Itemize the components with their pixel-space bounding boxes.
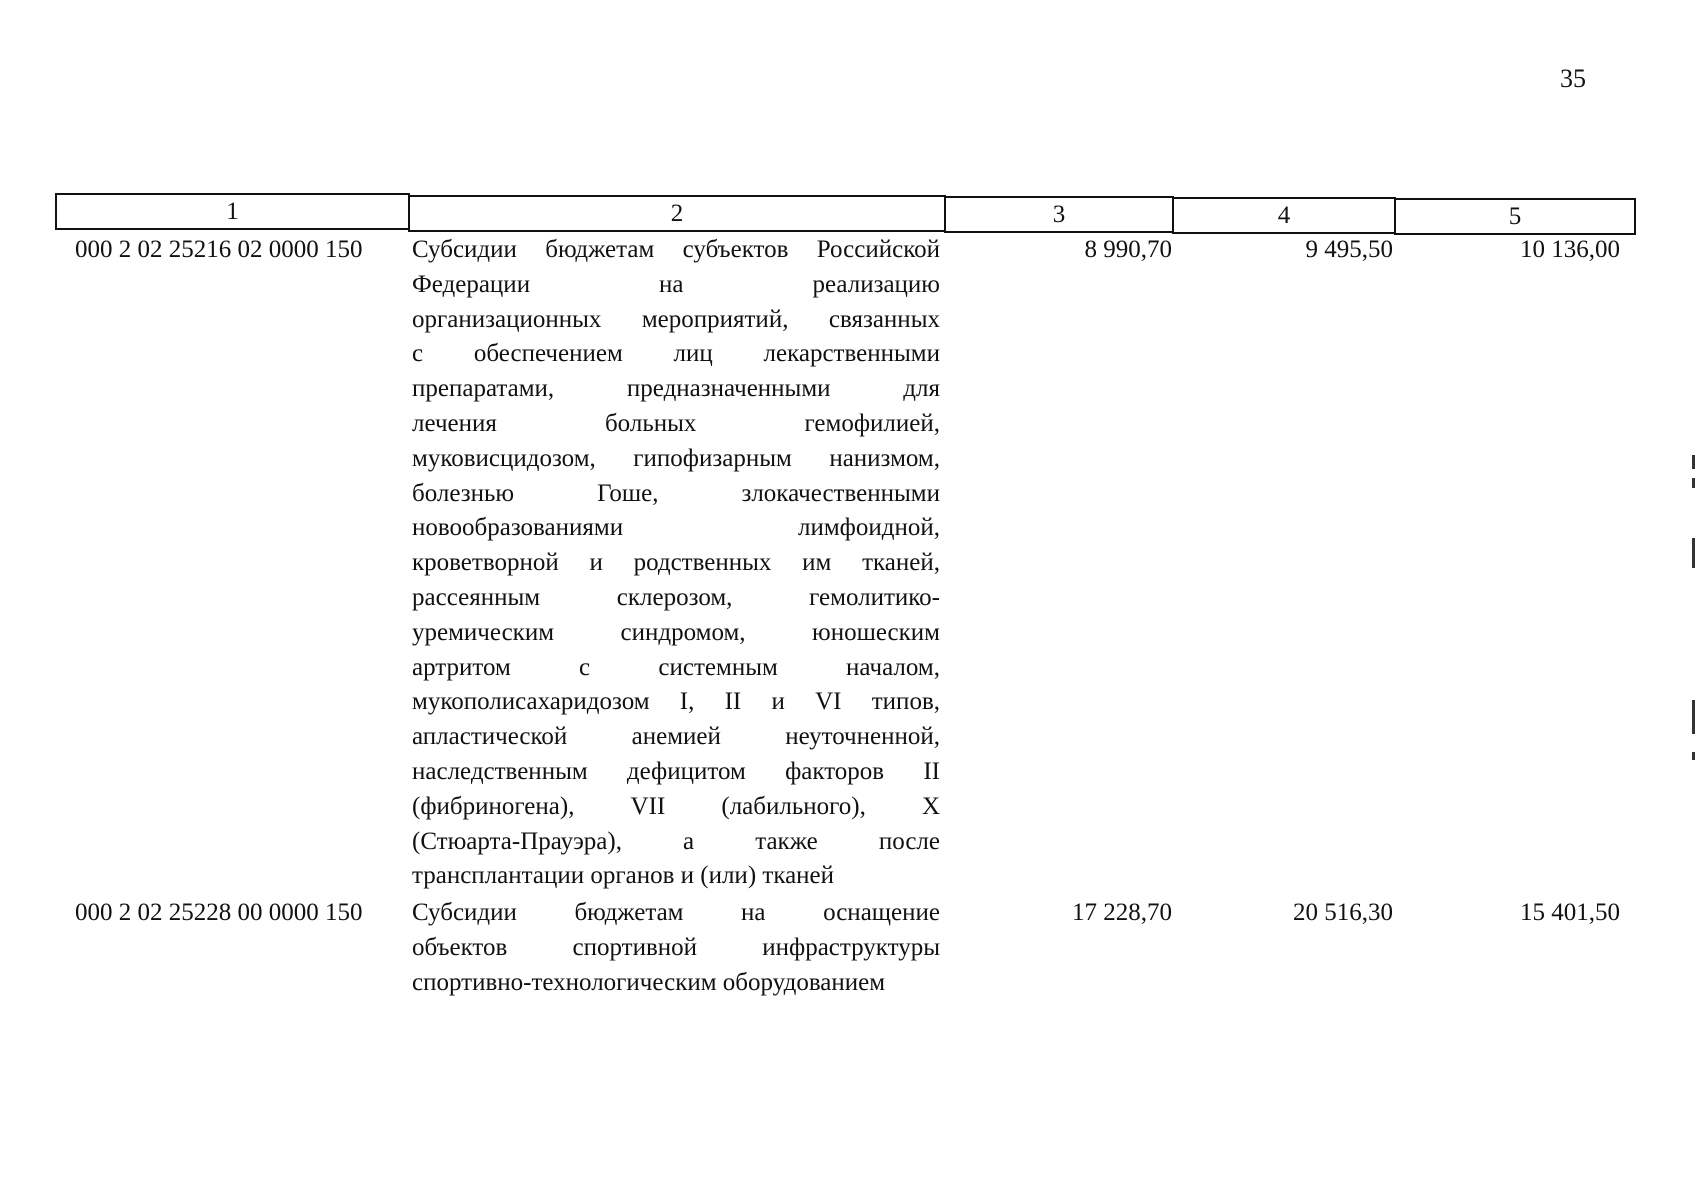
value-col4: 9 495,50 [1305, 236, 1393, 263]
description-line: организационных мероприятий, связанных [412, 305, 940, 333]
description-line: мукополисахаридозом I, II и VI типов, [412, 688, 940, 716]
scan-edge-mark [1692, 752, 1695, 760]
description-line: Федерации на реализацию [412, 270, 940, 298]
description-line: препаратами, предназначенными для [412, 375, 940, 403]
description-line: наследственным дефицитом факторов II [412, 757, 940, 785]
description-line: артритом с системным началом, [412, 653, 940, 681]
value-col3: 17 228,70 [1072, 899, 1172, 926]
description-line: лечения больных гемофилией, [412, 409, 940, 437]
description-line: муковисцидозом, гипофизарным нанизмом, [412, 444, 940, 472]
description-line: апластической анемией неуточненной, [412, 723, 940, 751]
column-header-3: 3 [944, 196, 1174, 233]
value-col5: 10 136,00 [1520, 236, 1620, 263]
scan-edge-mark [1692, 455, 1695, 469]
scan-edge-mark [1692, 700, 1695, 734]
column-header-4: 4 [1172, 197, 1396, 234]
value-col4: 20 516,30 [1293, 899, 1393, 926]
description-line: (Стюарта-Прауэра), а также после [412, 827, 940, 855]
budget-code: 000 2 02 25228 00 0000 150 [75, 899, 363, 926]
description-line: болезнью Гоше, злокачественными [412, 479, 940, 507]
column-header-2: 2 [408, 195, 946, 232]
description-line: новообразованиями лимфоидной, [412, 514, 940, 542]
description-line: Субсидии бюджетам на оснащение [412, 899, 940, 926]
page-number: 35 [1560, 64, 1586, 93]
column-header-5: 5 [1394, 198, 1636, 235]
description-line: (фибриногена), VII (лабильного), X [412, 792, 940, 820]
description-line: Субсидии бюджетам субъектов Российской [412, 236, 940, 263]
value-col5: 15 401,50 [1520, 899, 1620, 926]
description-line: с обеспечением лиц лекарственными [412, 340, 940, 368]
scan-edge-mark [1692, 538, 1695, 568]
description-line: уремическим синдромом, юношеским [412, 618, 940, 646]
description-line: спортивно-технологическим оборудованием [412, 968, 886, 996]
description-line: объектов спортивной инфраструктуры [412, 933, 940, 961]
column-header-1: 1 [55, 193, 410, 230]
scan-edge-mark [1692, 478, 1695, 488]
description-line: рассеянным склерозом, гемолитико- [412, 583, 940, 611]
row-description [412, 896, 940, 1000]
description-line: трансплантации органов и (или) тканей [412, 862, 835, 890]
row-description [412, 233, 940, 894]
value-col3: 8 990,70 [1084, 236, 1172, 263]
budget-code: 000 2 02 25216 02 0000 150 [75, 236, 363, 263]
description-line: кроветворной и родственных им тканей, [412, 549, 940, 577]
